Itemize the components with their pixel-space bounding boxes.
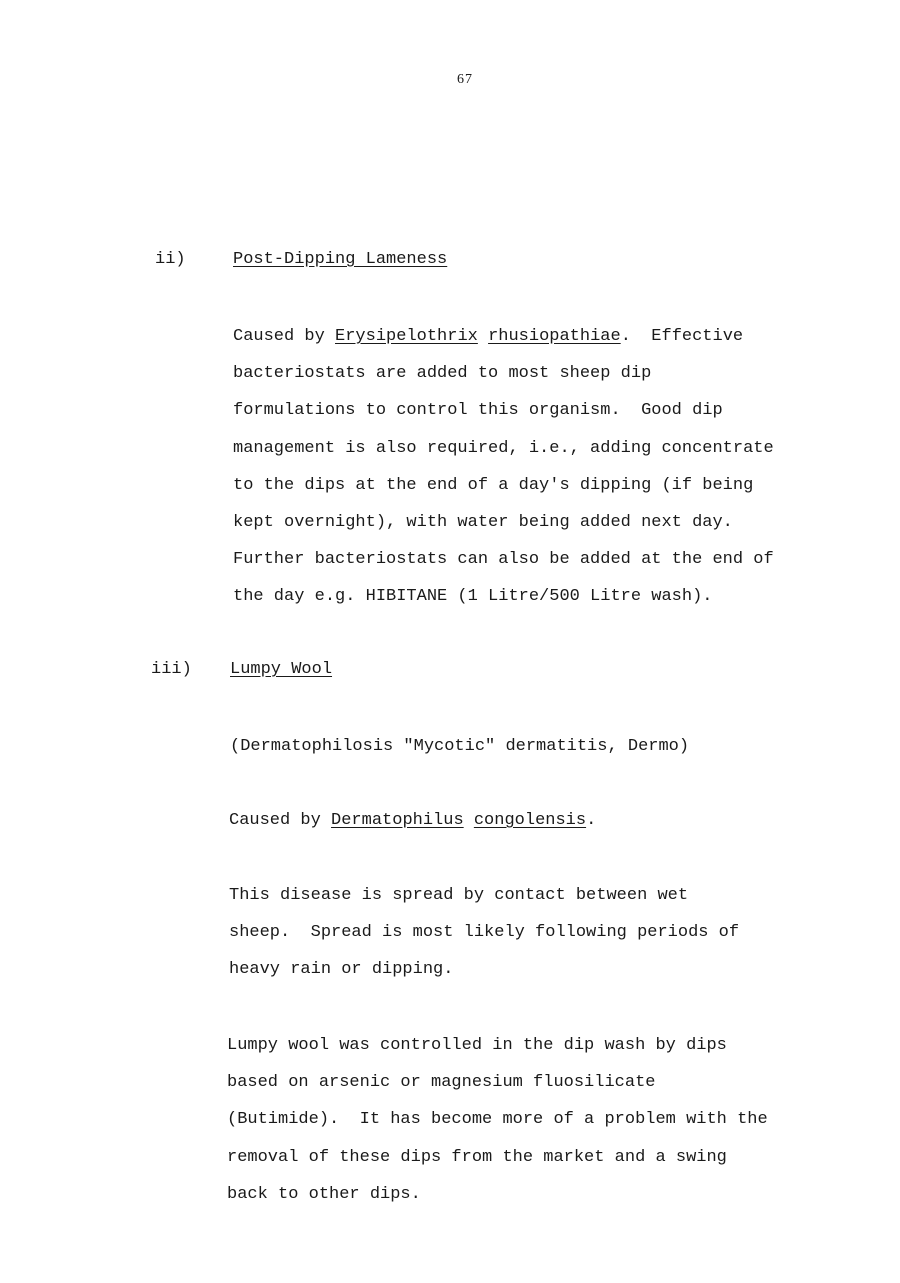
text-line: heavy rain or dipping. [229,960,454,979]
text-line: based on arsenic or magnesium fluosilicate [227,1073,656,1092]
text-line: Caused by Erysipelothrix rhusiopathiae. Effective [233,327,744,346]
species-name: congolensis [473,811,587,830]
cause-line: Caused by Dermatophilus congolensis. [229,811,597,830]
section-numeral-ii: ii) [155,250,186,269]
section-heading-lumpy-wool: Lumpy Wool [230,660,333,679]
text-line: Lumpy wool was controlled in the dip wash by dips [227,1036,727,1055]
text-line: removal of these dips from the market and a swing [227,1148,727,1167]
synonyms-line: (Dermatophilosis "Mycotic" dermatitis, Dermo) [230,737,690,756]
genus-name: Erysipelothrix [335,327,478,346]
text-line: kept overnight), with water being added next day. [233,513,733,532]
page-number: 67 [457,72,473,87]
text-line: (Butimide). It has become more of a problem with the [227,1110,768,1129]
text-line: management is also required, i.e., adding concentrate [233,439,774,458]
species-name: rhusiopathiae [488,327,621,346]
text-line: Further bacteriostats can also be added at the end of [233,550,774,569]
text-line: back to other dips. [227,1185,421,1204]
section-numeral-iii: iii) [151,660,192,679]
section-heading-post-dipping-lameness: Post-Dipping Lameness [233,250,448,269]
text-line: bacteriostats are added to most sheep dip [233,364,652,383]
genus-name: Dermatophilus [331,811,464,830]
text-line: sheep. Spread is most likely following periods of [229,923,740,942]
text-line: formulations to control this organism. Good dip [233,401,723,420]
text-line: to the dips at the end of a day's dipping (if being [233,476,754,495]
text-line: This disease is spread by contact between wet [229,886,689,905]
text-line: the day e.g. HIBITANE (1 Litre/500 Litre wash). [233,587,713,606]
